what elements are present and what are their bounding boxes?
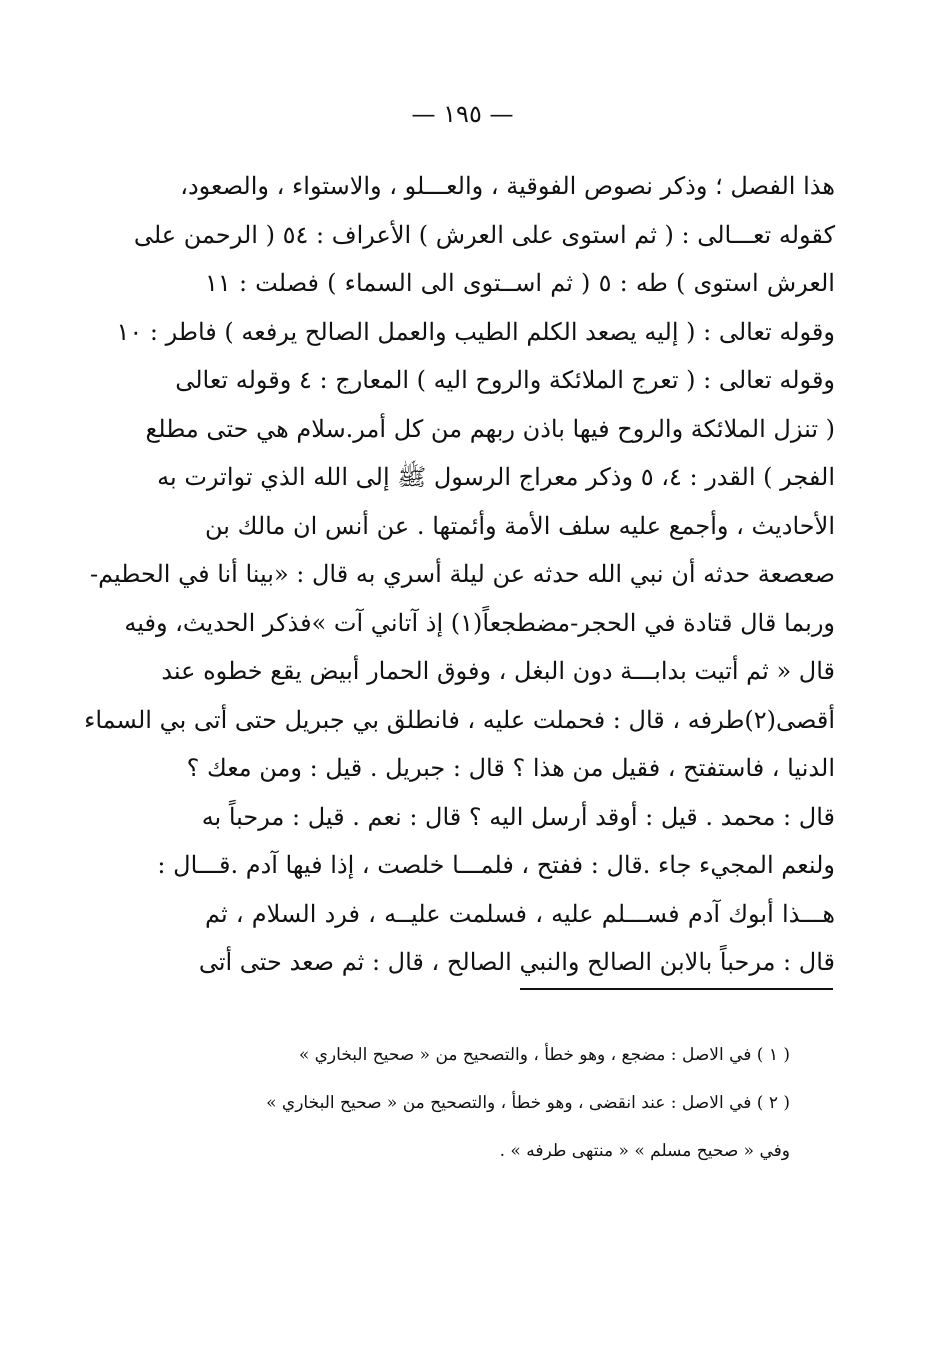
- text-line: الأحاديث ، وأجمع عليه سلف الأمة وأئمتها . عن أنس ان مالك بن: [205, 511, 835, 540]
- text-line: كقوله تعـــالى : ( ثم استوى على العرش ) الأعراف : ٥٤ ( الرحمن على: [133, 220, 835, 249]
- footnote-line: ( ١ ) في الاصل : مضجع ، وهو خطأ ، والتصحيح من « صحيح البخاري »: [298, 1045, 790, 1065]
- body-text: [84, 162, 835, 987]
- footnote-line: وفي « صحيح مسلم » « منتهى طرفه » .: [499, 1141, 790, 1161]
- text-line: قال : مرحباً بالابن الصالح والنبي الصالح ، قال : ثم صعد حتى أتى: [198, 948, 835, 976]
- text-line: قال « ثم أتيت بدابـــة دون البغل ، وفوق الحمار أبيض يقع خطوه عند: [161, 657, 835, 685]
- text-line: أقصى(٢)طرفه ، قال : فحملت عليه ، فانطلق بي جبريل حتى أتى بي السماء: [84, 705, 835, 734]
- text-line: ( تنزل الملائكة والروح فيها باذن ربهم من كل أمر.سلام هي حتى مطلع: [145, 414, 835, 443]
- text-line: هـــذا أبوك آدم فســـلم عليه ، فسلمت عليــه ، فرد السلام ، ثم: [205, 899, 835, 928]
- footnote-separator: [520, 988, 833, 990]
- text-line: وربما قال قتادة في الحجر-مضطجعاً(١) إذ آتاني آت »فذكر الحديث، وفيه: [124, 608, 835, 637]
- text-line: الدنيا ، فاستفتح ، فقيل من هذا ؟ قال : جبريل . قيل : ومن معك ؟: [186, 754, 835, 782]
- text-line: وقوله تعالى : ( إليه يصعد الكلم الطيب والعمل الصالح يرفعه ) فاطر : ١٠: [116, 317, 835, 346]
- text-line: هذا الفصل ؛ وذكر نصوص الفوقية ، والعـــلو ، والاستواء ، والصعود،: [180, 172, 835, 200]
- footnote-line: ( ٢ ) في الاصل : عند انقضى ، وهو خطأ ، والتصحيح من « صحيح البخاري »: [266, 1093, 790, 1113]
- text-line: العرش استوى ) طه : ٥ ( ثم اســتوى الى السماء ) فصلت : ١١: [205, 269, 835, 297]
- page-number: — ١٩٥ —: [411, 100, 514, 128]
- text-line: ولنعم المجيء جاء .قال : ففتح ، فلمـــا خلصت ، إذا فيها آدم .قـــال :: [157, 851, 835, 879]
- text-line: صعصعة حدثه أن نبي الله حدثه عن ليلة أسري به قال : «بينا أنا في الحطيم-: [89, 560, 835, 588]
- text-line: قال : محمد . قيل : أوقد أرسل اليه ؟ قال : نعم . قيل : مرحباً به: [201, 802, 835, 831]
- footnotes: [230, 1040, 790, 1184]
- text-line: وقوله تعالى : ( تعرج الملائكة والروح اليه ) المعارج : ٤ وقوله تعالى: [175, 366, 835, 394]
- text-line: الفجر ) القدر : ٤، ٥ وذكر معراج الرسول ﷺ إلى الله الذي تواترت به: [157, 463, 835, 491]
